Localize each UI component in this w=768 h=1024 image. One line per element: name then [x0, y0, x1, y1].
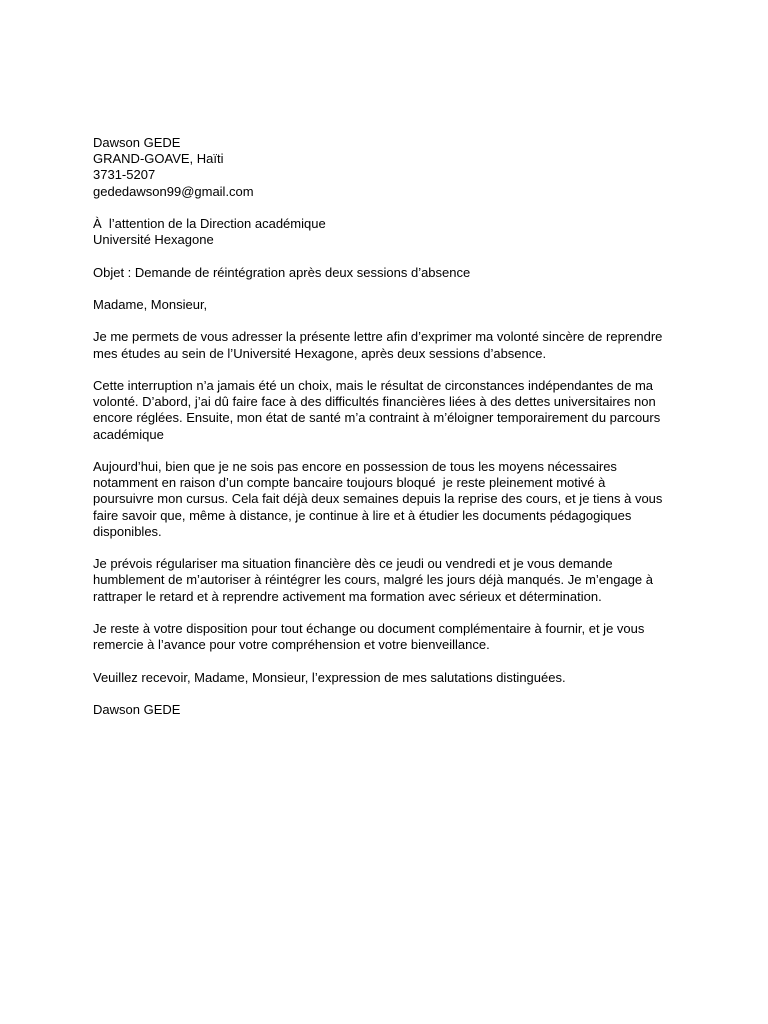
sender-block: [93, 135, 673, 200]
paragraph-line: académique: [93, 426, 164, 442]
salutation: Madame, Monsieur,: [93, 296, 208, 312]
subject-line: Objet : Demande de réintégration après deux sessions d’absence: [93, 264, 471, 280]
sender-email: gededawson99@gmail.com: [93, 183, 254, 199]
paragraph-line: faire savoir que, même à distance, je continue à lire et à étudier les documents pédagogiques: [93, 507, 632, 523]
sender-name: Dawson GEDE: [93, 135, 181, 150]
paragraph-line: rattraper le retard et à reprendre activement ma formation avec sérieux et détermination.: [93, 588, 602, 604]
signature: Dawson GEDE: [93, 701, 181, 717]
paragraph-line: notamment en raison d’un compte bancaire toujours bloqué je reste pleinement motivé à: [93, 475, 606, 491]
paragraph-line: volonté. D’abord, j’ai dû faire face à des difficultés financières liées à des dettes universitaires non: [93, 394, 656, 410]
paragraph-5: [93, 621, 673, 653]
paragraph-3: [93, 459, 673, 540]
paragraph-2: [93, 378, 673, 443]
sender-phone: 3731-5207: [93, 167, 156, 183]
recipient-institution: Université Hexagone: [93, 232, 214, 248]
paragraph-1: [93, 329, 673, 361]
paragraph-line: Aujourd’hui, bien que je ne sois pas encore en possession de tous les moyens nécessaires: [93, 458, 617, 474]
paragraph-line: mes études au sein de l’Université Hexagone, après deux sessions d’absence.: [93, 345, 547, 361]
recipient-attention: À l’attention de la Direction académique: [93, 216, 326, 231]
paragraph-4: [93, 556, 673, 605]
paragraph-line: Je prévois régulariser ma situation financière dès ce jeudi ou vendredi et je vous demande: [93, 556, 613, 572]
recipient-block: [93, 216, 673, 248]
closing-line: Veuillez recevoir, Madame, Monsieur, l’expression de mes salutations distinguées.: [93, 669, 566, 685]
paragraph-line: Je me permets de vous adresser la présente lettre afin d’exprimer ma volonté sincère de reprendre: [93, 329, 663, 345]
paragraph-line: humblement de m’autoriser à réintégrer les cours, malgré les jours déjà manqués. Je m’engage à: [93, 572, 654, 588]
paragraph-line: poursuivre mon cursus. Cela fait déjà deux semaines depuis la reprise des cours, et je tiens à vous: [93, 491, 663, 507]
paragraph-line: encore réglées. Ensuite, mon état de santé m’a contraint à m’éloigner temporairement du parcours: [93, 410, 661, 426]
paragraph-line: remercie à l’avance pour votre compréhension et votre bienveillance.: [93, 637, 490, 653]
letter-body: [93, 135, 673, 718]
paragraph-line: Cette interruption n’a jamais été un choix, mais le résultat de circonstances indépendantes de ma: [93, 377, 654, 393]
sender-address: GRAND-GOAVE, Haïti: [93, 151, 224, 167]
paragraph-line: disponibles.: [93, 523, 162, 539]
paragraph-line: Je reste à votre disposition pour tout échange ou document complémentaire à fournir, et je vous: [93, 620, 645, 636]
